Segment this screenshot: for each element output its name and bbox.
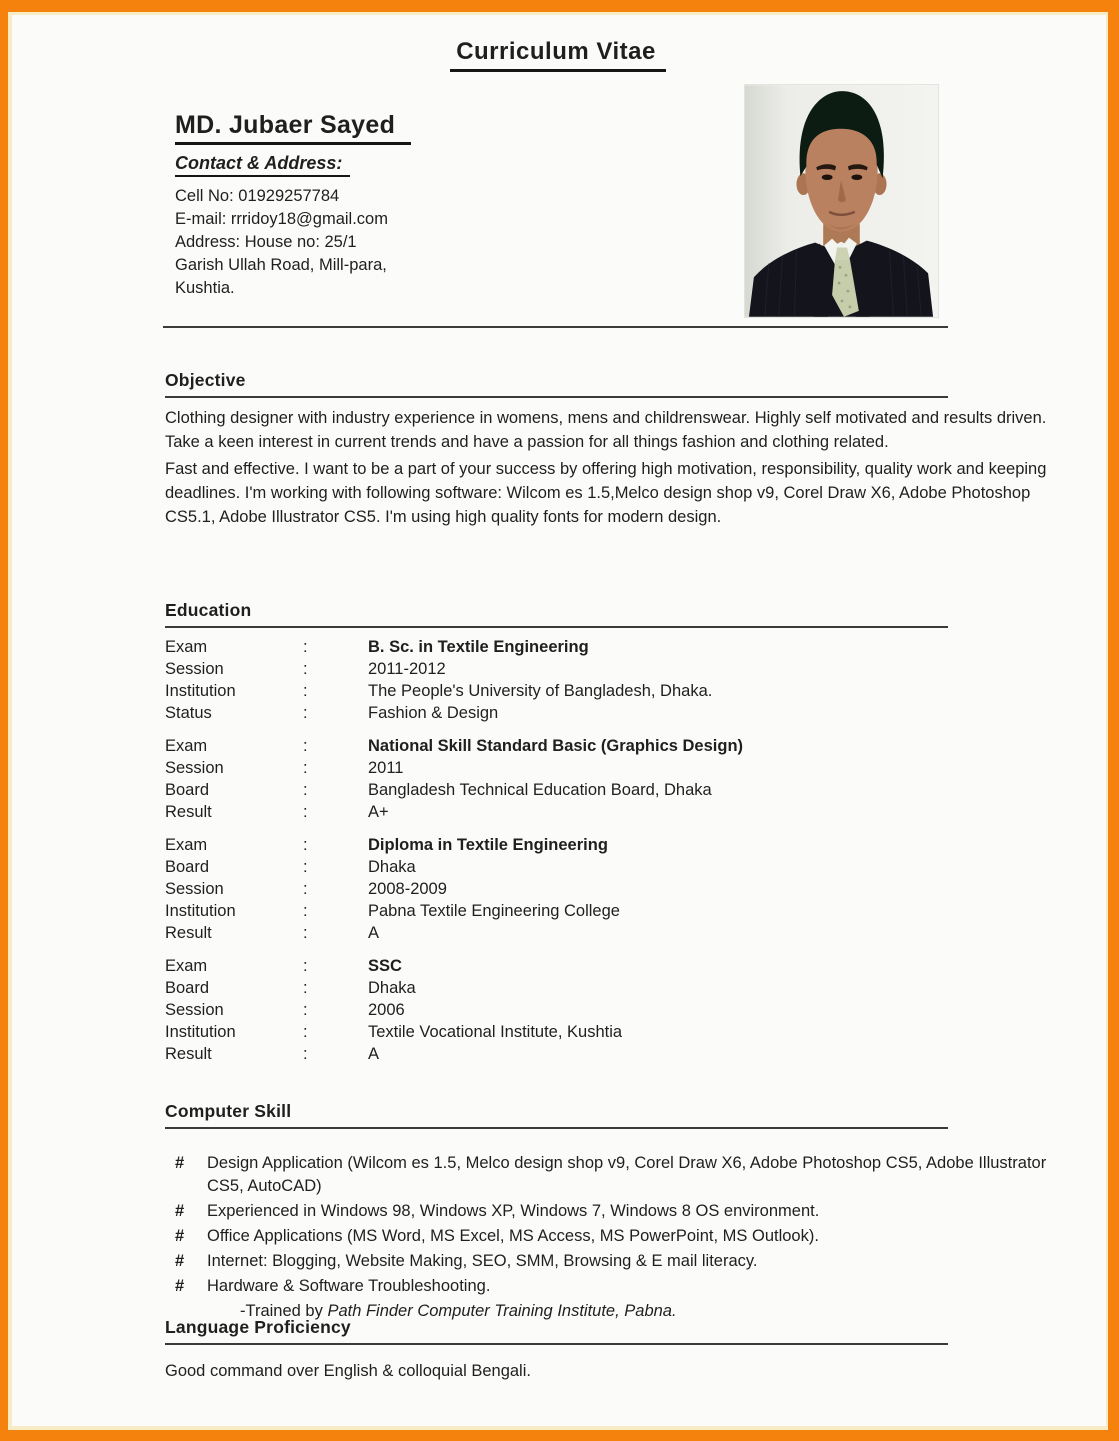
edu-value: The People's University of Bangladesh, Dhaka. [368,682,713,700]
edu-colon: : [303,682,308,700]
contact-line-road: Garish Ullah Road, Mill-para, [175,256,387,274]
education-block-ssc [165,955,1070,1065]
list-item [165,1250,1073,1273]
contact-line-cell: Cell No: 01929257784 [175,187,340,205]
computer-skill-list [165,1152,1073,1323]
edu-value: Bangladesh Technical Education Board, Dhaka [368,781,712,799]
list-item [165,1225,1073,1248]
language-proficiency-heading: Language Proficiency [165,1317,948,1345]
cv-page [8,12,1108,1430]
table-row [165,999,1070,1021]
list-item [165,1200,1073,1223]
edu-colon: : [303,803,308,821]
edu-colon: : [303,902,308,920]
education-block-diploma [165,834,1070,944]
edu-value: Dhaka [368,979,416,997]
education-heading: Education [165,600,948,628]
edu-value: 2006 [368,1001,405,1019]
edu-label: Status [165,704,212,722]
skill-text: Design Application (Wilcom es 1.5, Melco design shop v9, Corel Draw X6, Adobe Photoshop CS5, Adobe Illustrator CS5, AutoCAD) [207,1154,1047,1195]
list-item [165,1152,1073,1198]
edu-colon: : [303,660,308,678]
edu-value: A [368,924,380,942]
hash-bullet-icon: # [175,1202,185,1220]
table-row [165,922,1070,944]
edu-label: Institution [165,1023,236,1041]
document-title: Curriculum Vitae [450,38,666,72]
computer-skill-heading: Computer Skill [165,1101,948,1129]
contact-line-city: Kushtia. [175,279,235,297]
edu-value: Dhaka [368,858,416,876]
edu-label: Board [165,781,210,799]
edu-label: Institution [165,902,236,920]
edu-value: B. Sc. in Textile Engineering [368,638,589,656]
skill-text: Experienced in Windows 98, Windows XP, Windows 7, Windows 8 OS environment. [207,1202,820,1220]
edu-colon: : [303,737,308,755]
table-row [165,801,1070,823]
edu-colon: : [303,704,308,722]
table-row [165,1021,1070,1043]
edu-label: Exam [165,957,208,975]
edu-label: Result [165,803,212,821]
edu-label: Session [165,759,224,777]
edu-label: Session [165,880,224,898]
header-divider [163,326,948,328]
table-row [165,856,1070,878]
objective-paragraph-1: Clothing designer with industry experience in womens, mens and childrenswear. Highly self motivated and results driven. Take a keen interest in current trends and have a passion for all things fashion and clothing related. [165,409,1047,451]
skill-text: Office Applications (MS Word, MS Excel, MS Access, MS PowerPoint, MS Outlook). [207,1227,819,1245]
language-proficiency-text: Good command over English & colloquial Bengali. [165,1362,531,1380]
edu-colon: : [303,781,308,799]
edu-value: 2011-2012 [368,660,446,678]
edu-value: SSC [368,957,402,975]
document-title-wrap [8,38,1108,72]
table-row [165,658,1070,680]
contact-line-address: Address: House no: 25/1 [175,233,357,251]
table-row [165,1043,1070,1065]
portrait-photo [744,84,939,318]
edu-colon: : [303,957,308,975]
edu-colon: : [303,759,308,777]
edu-label: Result [165,924,212,942]
portrait-photo-graphic [745,85,938,317]
edu-value: National Skill Standard Basic (Graphics Design) [368,737,744,755]
edu-label: Institution [165,682,236,700]
hash-bullet-icon: # [175,1277,185,1295]
edu-value: 2011 [368,759,404,777]
contact-line-email: E-mail: rrridoy18@gmail.com [175,210,388,228]
hash-bullet-icon: # [175,1252,185,1270]
person-name: MD. Jubaer Sayed [175,111,411,145]
education-block-nss [165,735,1070,823]
edu-colon: : [303,638,308,656]
edu-colon: : [303,1023,308,1041]
edu-value: A+ [368,803,389,821]
edu-label: Session [165,1001,224,1019]
edu-label: Board [165,858,210,876]
edu-label: Exam [165,836,208,854]
edu-value: Diploma in Textile Engineering [368,836,608,854]
edu-colon: : [303,1001,308,1019]
edu-label: Board [165,979,210,997]
edu-colon: : [303,836,308,854]
edu-value: A [368,1045,380,1063]
hash-bullet-icon: # [175,1227,185,1245]
identity-block [175,111,595,300]
table-row [165,955,1070,977]
table-row [165,779,1070,801]
education-blocks [165,636,1070,1076]
table-row [165,702,1070,724]
edu-value: 2008-2009 [368,880,447,898]
edu-label: Result [165,1045,212,1063]
edu-value: Textile Vocational Institute, Kushtia [368,1023,623,1041]
contact-lines [175,185,595,300]
hash-bullet-icon: # [175,1154,185,1172]
edu-label: Exam [165,737,208,755]
list-item [165,1275,1073,1298]
objective-body [165,406,1070,532]
edu-value: Pabna Textile Engineering College [368,902,620,920]
skill-text: Internet: Blogging, Website Making, SEO, SMM, Browsing & E mail literacy. [207,1252,758,1270]
edu-colon: : [303,924,308,942]
edu-colon: : [303,880,308,898]
edu-colon: : [303,1045,308,1063]
edu-colon: : [303,858,308,876]
table-row [165,735,1070,757]
table-row [165,834,1070,856]
table-row [165,900,1070,922]
objective-heading: Objective [165,370,948,398]
table-row [165,878,1070,900]
table-row [165,757,1070,779]
education-block-bsc [165,636,1070,724]
table-row [165,977,1070,999]
trained-by-prefix: -Trained by [240,1302,328,1320]
edu-colon: : [303,979,308,997]
trained-by-institute: Path Finder Computer Training Institute, Pabna. [327,1302,677,1320]
edu-label: Session [165,660,224,678]
contact-address-heading: Contact & Address: [175,153,350,177]
table-row [165,680,1070,702]
table-row [165,636,1070,658]
objective-paragraph-2: Fast and effective. I want to be a part of your success by offering high motivation, responsibility, quality work and keeping deadlines. I'm working with following software: Wilcom es 1.5,Melco design shop v9, Corel Draw X6, Adobe Photoshop CS5.1, Adobe Illustrator CS5. I'm using high quality fonts for modern design. [165,460,1047,526]
edu-value: Fashion & Design [368,704,499,722]
skill-text: Hardware & Software Troubleshooting. [207,1277,491,1295]
edu-label: Exam [165,638,208,656]
